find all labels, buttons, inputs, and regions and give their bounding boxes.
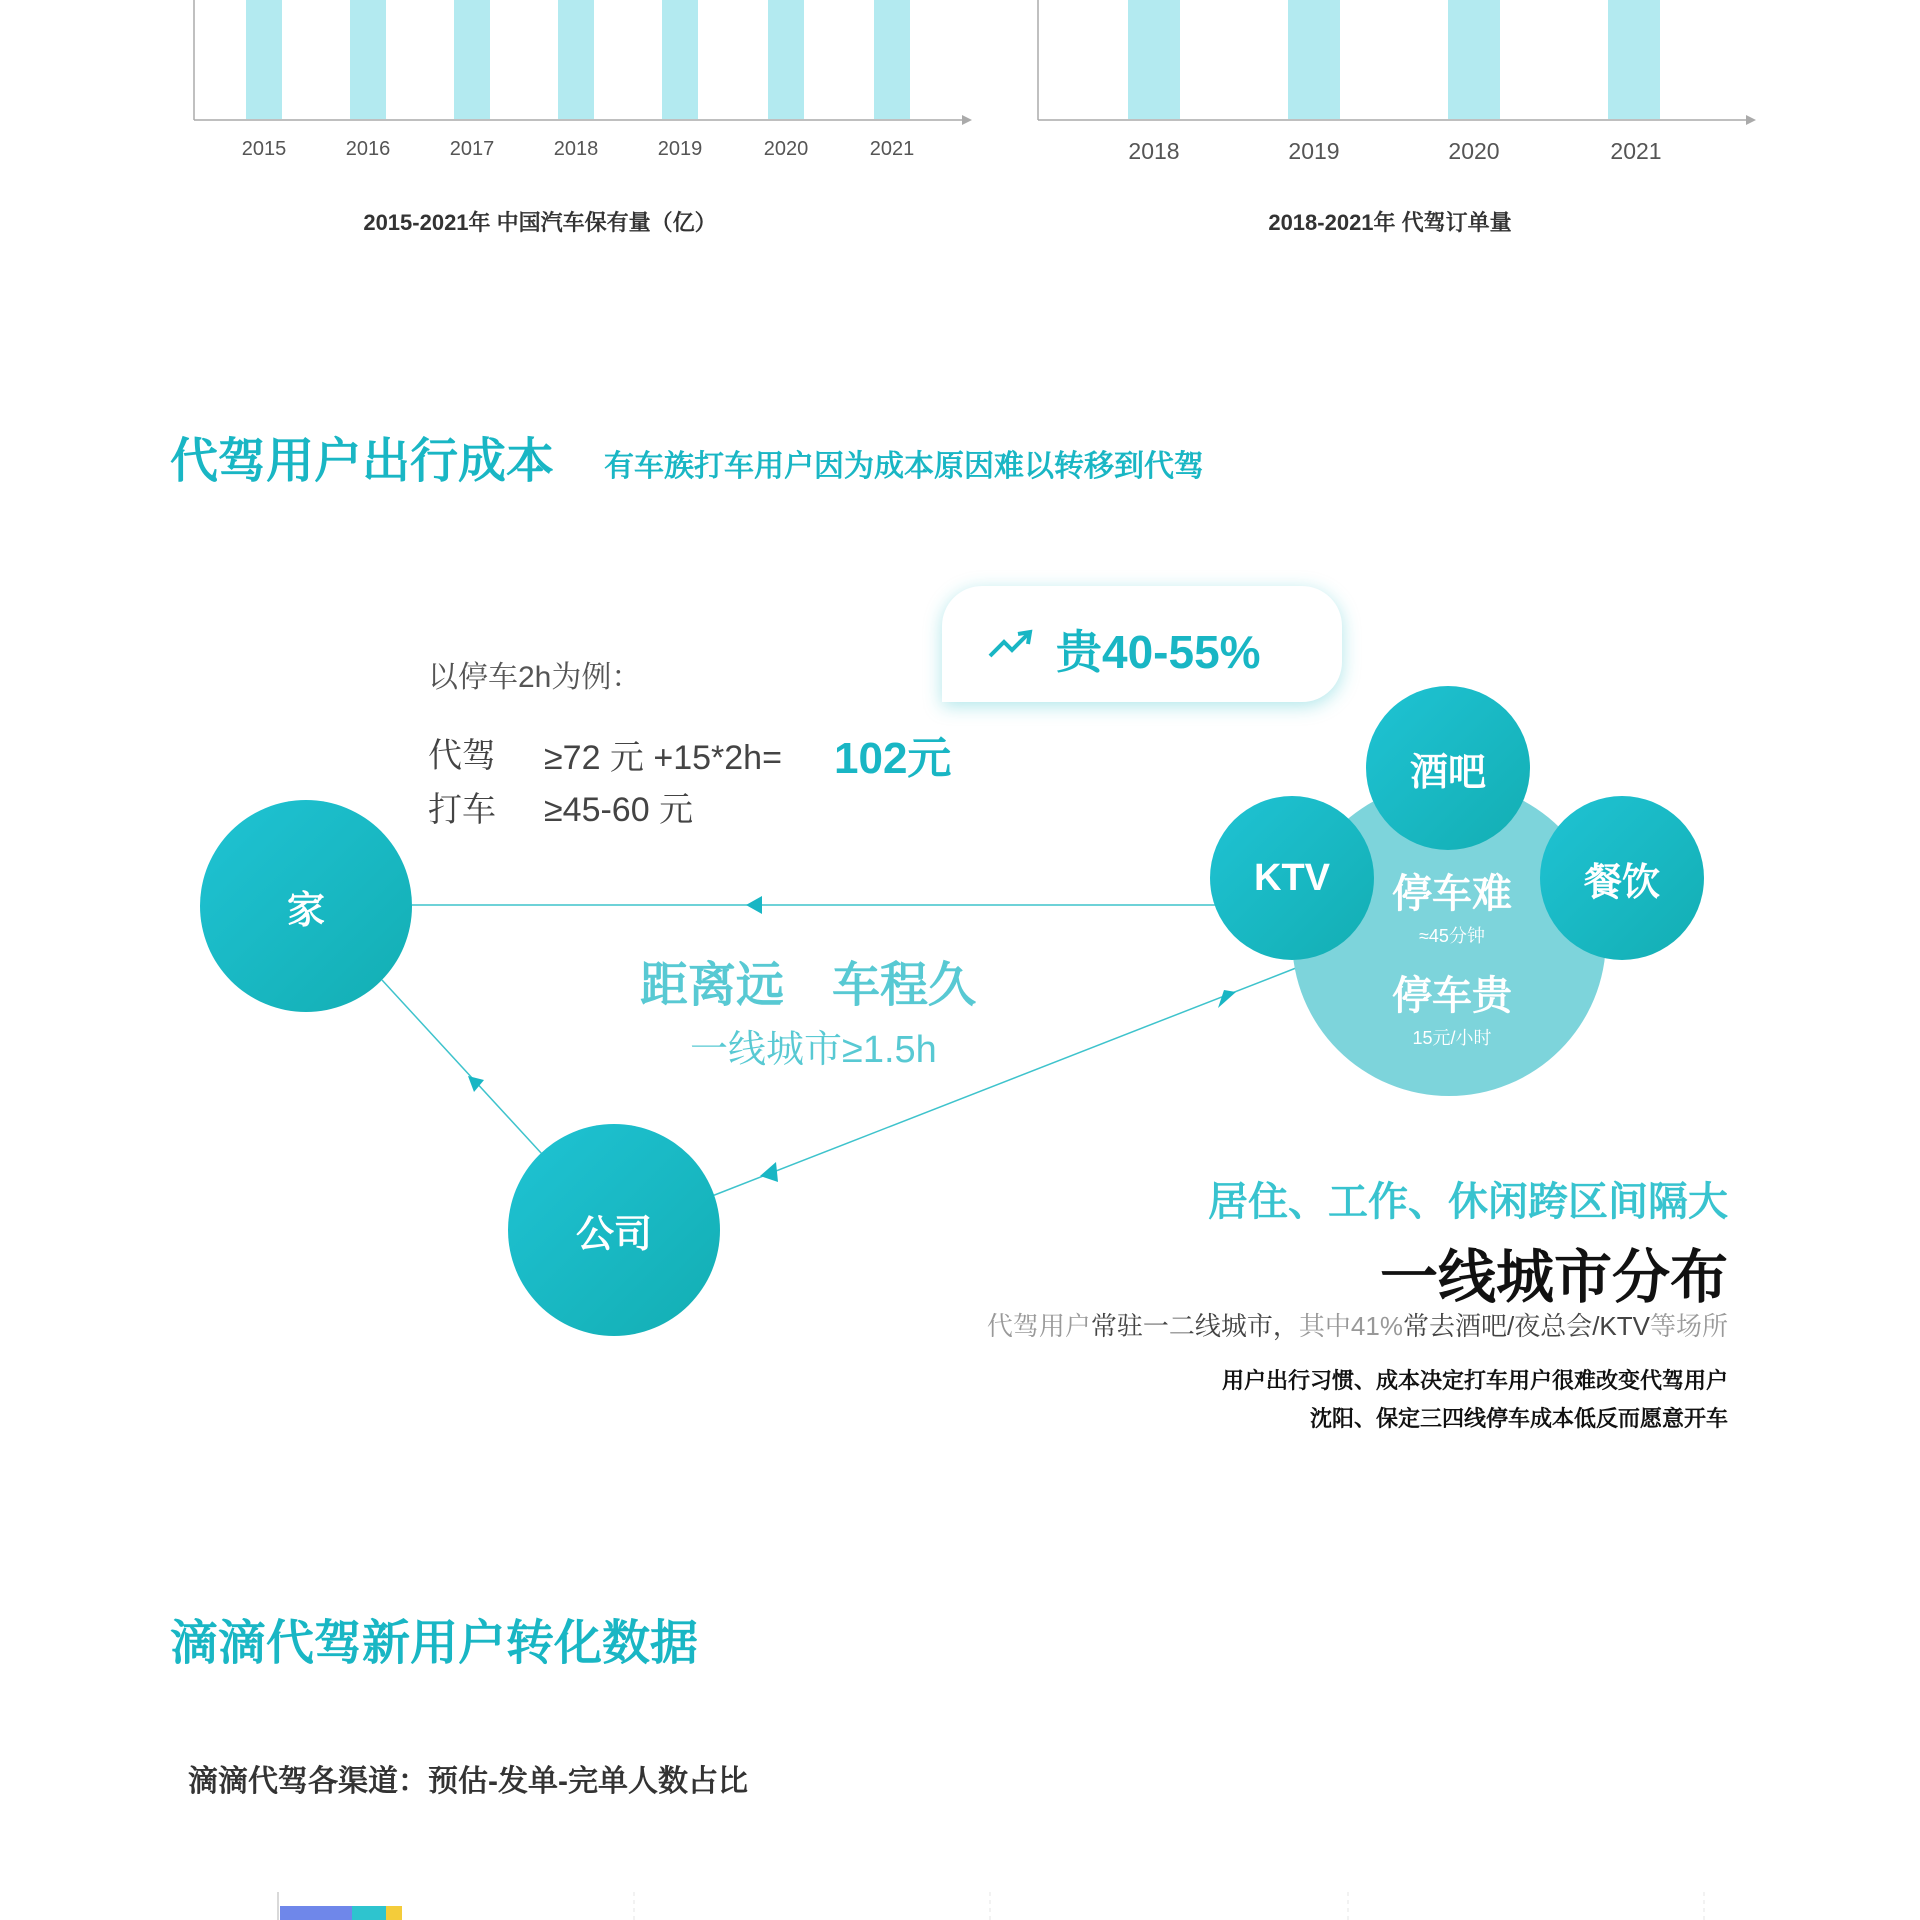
arrow-icon [760, 1162, 778, 1182]
right-title: 居住、工作、休闲跨区间隔大 [1208, 1180, 1728, 1224]
company-node: 公司 [508, 1124, 720, 1336]
trending-up-icon [988, 628, 1034, 660]
parking-hard-sub: ≈45分钟 [1419, 926, 1485, 946]
section-subtitle: 滴滴代驾各渠道：预估-发单-完单人数占比 [188, 1765, 748, 1798]
parking-hard-label: 停车难 [1392, 872, 1512, 916]
right-note-1: 用户出行习惯、成本决定打车用户很难改变代驾用户 [1221, 1368, 1728, 1393]
channel-bar-segment [386, 1906, 402, 1920]
tick-label: 2015 [241, 138, 287, 160]
arrow-icon [468, 1076, 484, 1092]
bar-node: 酒吧 [1366, 686, 1530, 850]
arrow-icon [1218, 990, 1236, 1008]
chart-caption: 2015-2021年 中国汽车保有量（亿） [363, 210, 717, 235]
tick-label: 2021 [1610, 138, 1662, 164]
channel-bar-segment [352, 1906, 386, 1920]
dining-node: 餐饮 [1540, 796, 1704, 960]
tick-label: 2021 [869, 138, 915, 160]
tick-label: 2019 [657, 138, 703, 160]
right-note-2: 沈阳、保定三四线停车成本低反而愿意开车 [1309, 1406, 1728, 1431]
cost-badge-text: 贵40-55% [1056, 626, 1261, 678]
desc-part: 常去酒吧/夜总会/KTV [1402, 1311, 1650, 1341]
example-label: 以停车2h为例： [428, 661, 642, 694]
desc-part: 代驾用户 [986, 1311, 1091, 1341]
tick-label: 2016 [345, 138, 391, 160]
tick-label: 2017 [449, 138, 495, 160]
desc-part: 常驻一二线城市， [1090, 1311, 1299, 1341]
row2-formula: ≥45-60 元 [544, 791, 694, 829]
parking-cost-sub: 15元/小时 [1412, 1028, 1492, 1048]
tick-label: 2020 [1448, 138, 1500, 164]
arrow-left-icon [746, 896, 762, 914]
section-subtitle: 有车族打车用户因为成本原因难以转移到代驾 [604, 450, 1204, 483]
desc-part: 其中41% [1298, 1311, 1403, 1341]
tick-label: 2018 [1128, 138, 1180, 164]
distance-title: 距离远 车程久 [640, 959, 977, 1012]
route-line-home-company [382, 980, 542, 1154]
section-title: 代驾用户出行成本 [170, 435, 555, 488]
channel-bar-segment [280, 1906, 352, 1920]
home-node: 家 [200, 800, 412, 1012]
distance-sub: 一线城市≥1.5h [690, 1029, 937, 1071]
row1-label: 代驾 [428, 737, 496, 775]
right-description [987, 1306, 1728, 1343]
chart-caption: 2018-2021年 代驾订单量 [1268, 210, 1512, 235]
row2-label: 打车 [428, 791, 496, 829]
tick-label: 2020 [763, 138, 809, 160]
cost-badge [942, 586, 1342, 702]
tick-label: 2019 [1288, 138, 1340, 164]
section-title: 滴滴代驾新用户转化数据 [170, 1617, 699, 1670]
right-big-title: 一线城市分布 [1379, 1245, 1728, 1310]
row1-formula: ≥72 元 +15*2h= [544, 739, 782, 777]
ktv-node: KTV [1210, 796, 1374, 960]
row1-result: 102元 [834, 734, 952, 783]
tick-label: 2018 [553, 138, 599, 160]
desc-part: 等场所 [1649, 1311, 1728, 1341]
parking-cost-label: 停车贵 [1392, 974, 1512, 1018]
